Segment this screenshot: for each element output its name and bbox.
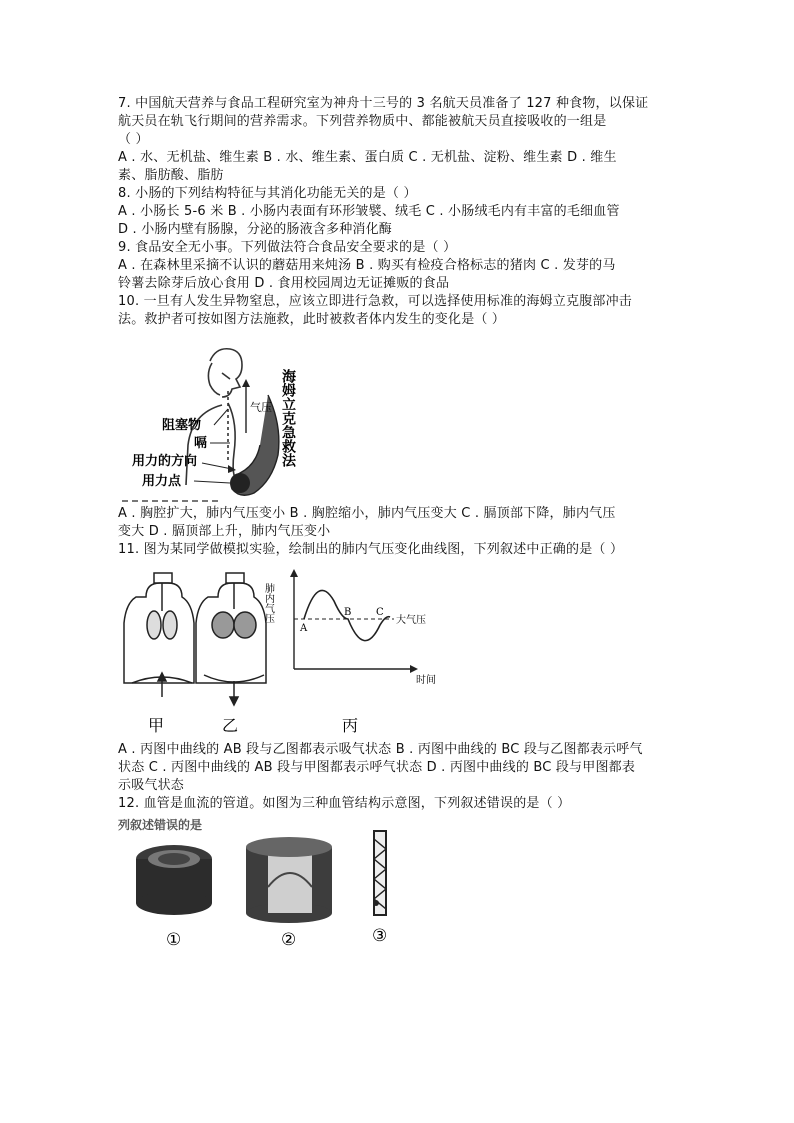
scan-fragment-text: 列叙述错误的是 [118, 818, 203, 832]
fist-icon [230, 473, 250, 493]
q11-stem: 11. 图为某同学做模拟实验，绘制出的肺内气压变化曲线图，下列叙述中正确的是（ ） [118, 542, 624, 557]
q12-stem: 12. 血管是血流的管道。如图为三种血管结构示意图，下列叙述错误的是（ ） [118, 796, 571, 811]
q11-options-line-3: 示吸气状态 [118, 778, 185, 793]
y-axis-label: 肺内气压 [262, 583, 274, 623]
point-c-label: C [376, 607, 384, 618]
q11-options-line-1: A . 丙图中曲线的 AB 段与乙图都表示吸气状态 B . 丙图中曲线的 BC 段与乙图都表示呼气 [118, 742, 643, 757]
question-7 [118, 95, 678, 185]
q7-line-2: 航天员在轨飞行期间的营养需求。下列营养物质中、都能被航天员直接吸收的一组是 [118, 114, 607, 129]
heimlich-figure [118, 333, 678, 505]
caption-jia: 甲 [148, 716, 165, 735]
caption-bing: 丙 [342, 716, 359, 735]
vessel-label-2: ② [281, 930, 297, 950]
vein-icon [246, 837, 332, 923]
q7-options-line-2: 素、脂肪酸、脂肪 [118, 168, 224, 183]
bell-jar-yi-icon [196, 573, 266, 705]
point-b-label: B [344, 607, 352, 618]
air-pressure-label: 气压 [250, 401, 272, 414]
artery-icon [136, 845, 212, 915]
capillary-icon [373, 831, 386, 915]
point-a-label: A [300, 623, 308, 634]
q7-line-1: 7. 中国航天营养与食品工程研究室为神舟十三号的 3 名航天员准备了 127 种食物，以保证 [118, 96, 649, 111]
label-diaphragm: 嗝 [194, 436, 208, 451]
blood-vessel-illustration [118, 817, 678, 955]
q8-options-line-2: D . 小肠内壁有肠腺，分泌的肠液含多种消化酶 [118, 222, 393, 237]
q7-options-line-1: A . 水、无机盐、维生素 B . 水、维生素、蛋白质 C . 无机盐、淀粉、维生素 D . 维生 [118, 150, 617, 165]
lung-model-illustration [118, 569, 678, 741]
heimlich-illustration [118, 333, 678, 505]
q9-options-line-2: 铃薯去除芽后放心食用 D . 食用校园周边无证摊贩的食品 [118, 276, 450, 291]
question-8 [118, 185, 678, 239]
lung-model-figure [118, 569, 678, 741]
q7-line-3: （ ） [118, 132, 149, 147]
label-force-point: 用力点 [142, 474, 182, 489]
exam-page [118, 95, 678, 955]
bell-jar-jia-icon [124, 573, 194, 697]
vessel-label-1: ① [166, 930, 182, 950]
q9-stem: 9. 食品安全无小事。下列做法符合食品安全要求的是（ ） [118, 240, 457, 255]
q8-options-line-1: A . 小肠长 5-6 米 B . 小肠内表面有环形皱襞、绒毛 C . 小肠绒毛内有丰富的毛细血管 [118, 204, 620, 219]
pressure-chart [263, 569, 437, 686]
question-11 [118, 541, 678, 795]
label-force-direction: 用力的方向 [132, 454, 198, 469]
q10-options-line-1: A . 胸腔扩大，肺内气压变小 B . 胸腔缩小，肺内气压变大 C . 膈顶部下降，肺内气压 [118, 506, 616, 521]
question-12 [118, 795, 678, 955]
caption-yi: 乙 [222, 716, 239, 735]
q9-options-line-1: A . 在森林里采摘不认识的蘑菇用来炖汤 B . 购买有检疫合格标志的猪肉 C . 发芽的马 [118, 258, 616, 273]
question-10 [118, 293, 678, 541]
label-obstruction: 阻塞物 [162, 418, 202, 433]
blood-vessel-figure [118, 817, 678, 955]
q11-options-line-2: 状态 C . 丙图中曲线的 AB 段与甲图都表示呼气状态 D . 丙图中曲线的 BC 段与甲图都表 [118, 760, 636, 775]
q8-stem: 8. 小肠的下列结构特征与其消化功能无关的是（ ） [118, 186, 417, 201]
reference-pressure-label: 大气压 [396, 615, 426, 626]
q10-stem-line-2: 法。救护者可按如图方法施救，此时被救者体内发生的变化是（ ） [118, 312, 506, 327]
question-9 [118, 239, 678, 293]
q10-options-line-2: 变大 D . 膈顶部上升，肺内气压变小 [118, 524, 331, 539]
vessel-label-3: ③ [372, 926, 388, 946]
q10-stem-line-1: 10. 一旦有人发生异物窒息，应该立即进行急救，可以选择使用标准的海姆立克腹部冲击 [118, 294, 633, 309]
x-axis-label: 时间 [416, 675, 436, 686]
heimlich-caption: 海姆立克急救法 [280, 369, 296, 467]
